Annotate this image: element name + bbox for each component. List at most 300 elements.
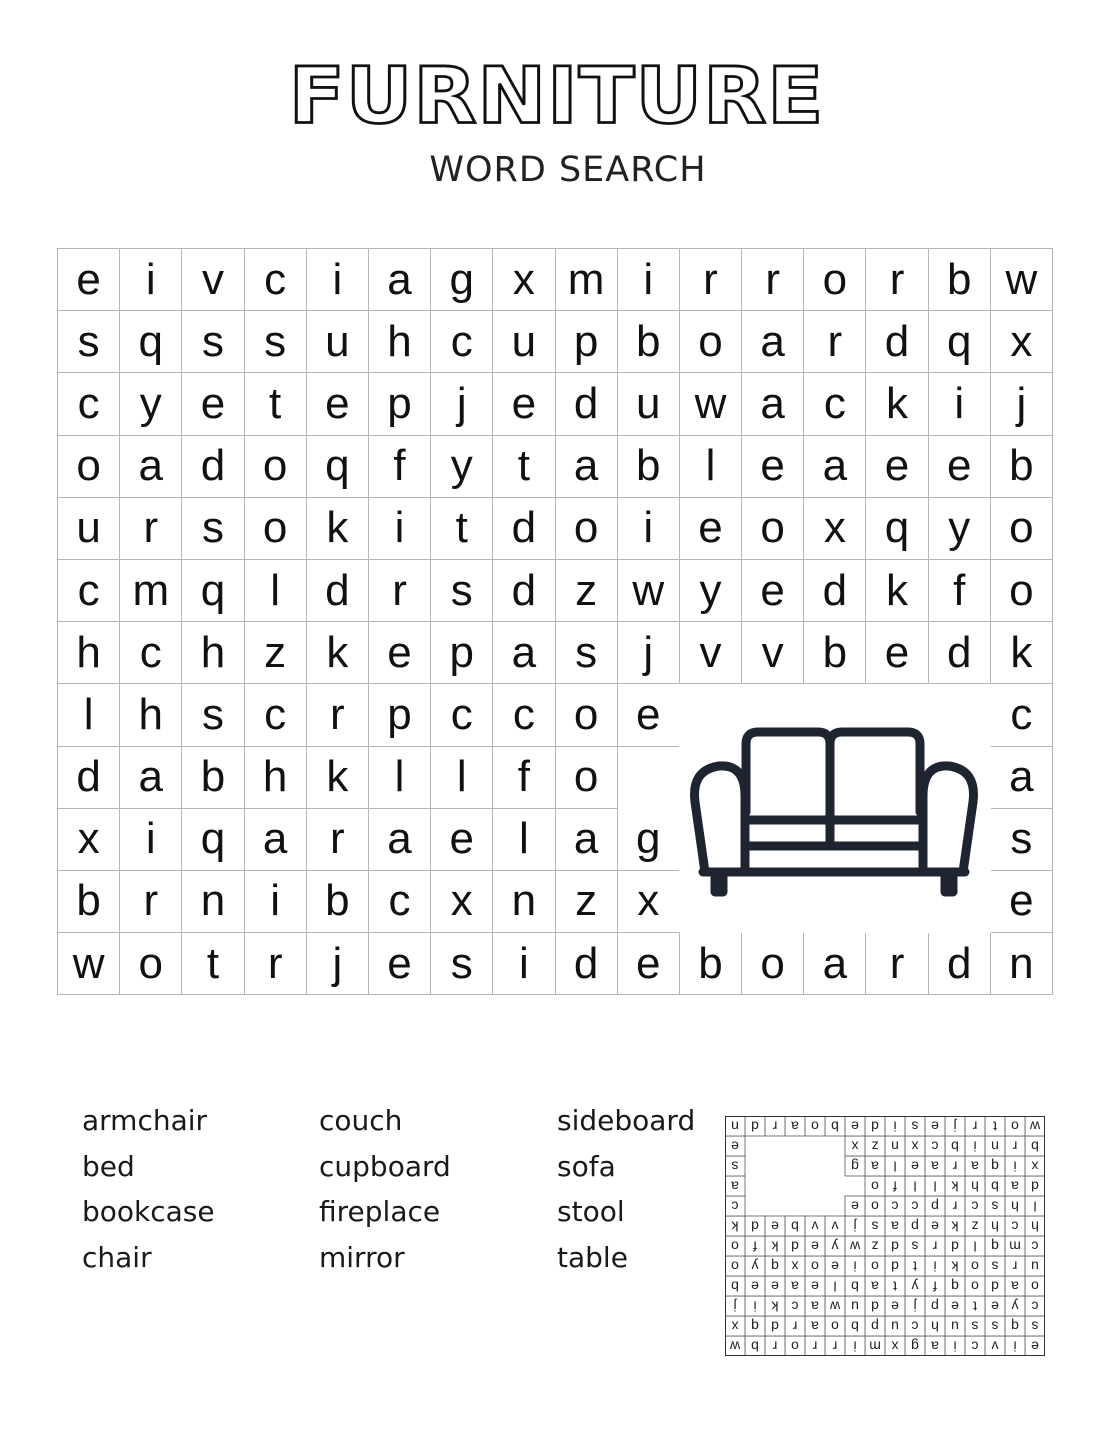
- answer-key-letter: b: [851, 1318, 859, 1335]
- answer-key-letter: q: [991, 1158, 999, 1175]
- grid-cell: b: [618, 311, 680, 373]
- grid-cell: [618, 747, 680, 809]
- answer-key-letter: v: [811, 1218, 819, 1235]
- grid-cell: q: [120, 311, 182, 373]
- answer-key-letter: d: [871, 1118, 879, 1135]
- grid-cell: a: [493, 622, 555, 684]
- answer-key-letter: c: [1011, 1218, 1019, 1235]
- grid-cell: x: [58, 809, 120, 871]
- answer-key-letter: y: [751, 1258, 759, 1275]
- grid-cell: a: [804, 933, 866, 995]
- answer-key-letter: d: [991, 1278, 999, 1295]
- grid-cell: d: [556, 933, 618, 995]
- grid-cell: e: [618, 684, 680, 746]
- answer-key-letter: x: [1031, 1158, 1039, 1175]
- answer-key-letter: j: [953, 1118, 957, 1135]
- grid-cell: q: [182, 809, 244, 871]
- grid-cell: t: [182, 933, 244, 995]
- grid-cell: a: [369, 249, 431, 311]
- grid-cell: r: [866, 249, 928, 311]
- answer-key-letter: b: [851, 1278, 859, 1295]
- grid-cell: r: [307, 809, 369, 871]
- grid-cell: r: [245, 933, 307, 995]
- grid-cell: b: [929, 249, 991, 311]
- answer-key-letter: j: [733, 1298, 737, 1315]
- answer-key-letter: u: [851, 1298, 859, 1315]
- grid-cell: n: [182, 871, 244, 933]
- grid-cell: i: [120, 809, 182, 871]
- grid-cell: m: [120, 560, 182, 622]
- grid-cell: a: [369, 809, 431, 871]
- answer-key-letter: a: [731, 1178, 739, 1195]
- word-item: bed: [82, 1149, 135, 1183]
- answer-key-letter: b: [731, 1278, 739, 1295]
- answer-key-letter: o: [871, 1198, 879, 1215]
- answer-key-letter: i: [973, 1138, 977, 1155]
- answer-key-letter: u: [891, 1318, 899, 1335]
- grid-cell: s: [431, 560, 493, 622]
- grid-cell: d: [58, 747, 120, 809]
- grid-cell: w: [991, 249, 1053, 311]
- answer-key-letter: a: [891, 1218, 899, 1235]
- grid-cell: o: [742, 498, 804, 560]
- grid-cell: o: [804, 249, 866, 311]
- grid-cell: i: [618, 498, 680, 560]
- answer-key-letter: k: [731, 1218, 739, 1235]
- answer-key-letter: r: [952, 1198, 958, 1215]
- grid-cell: z: [245, 622, 307, 684]
- word-item: couch: [319, 1104, 403, 1137]
- answer-key-letter: f: [753, 1238, 757, 1255]
- answer-key-letter: a: [931, 1158, 939, 1175]
- answer-key-letter: g: [911, 1338, 919, 1355]
- grid-cell: o: [556, 747, 618, 809]
- grid-cell: c: [120, 622, 182, 684]
- grid-cell: i: [120, 249, 182, 311]
- answer-key-letter: e: [931, 1218, 939, 1235]
- grid-cell: a: [742, 311, 804, 373]
- answer-key-letter: h: [971, 1178, 979, 1195]
- answer-key-letter: f: [893, 1178, 897, 1195]
- answer-key-letter: n: [891, 1138, 899, 1155]
- grid-cell: a: [120, 747, 182, 809]
- grid-cell: o: [556, 498, 618, 560]
- answer-key-letter: e: [951, 1298, 959, 1315]
- grid-cell: u: [493, 311, 555, 373]
- answer-key-letter: q: [951, 1278, 959, 1295]
- answer-key-letter: a: [931, 1338, 939, 1355]
- grid-cell: f: [929, 560, 991, 622]
- answer-key-letter: a: [971, 1158, 979, 1175]
- answer-key-letter: k: [951, 1258, 959, 1275]
- grid-cell: o: [245, 436, 307, 498]
- page-title: FURNITURE: [288, 51, 825, 142]
- grid-cell: k: [866, 373, 928, 435]
- answer-key-letter: l: [973, 1238, 977, 1255]
- grid-cell: l: [245, 560, 307, 622]
- grid-cell: j: [991, 373, 1053, 435]
- answer-key-letter: s: [991, 1198, 999, 1215]
- answer-key-letter: w: [1029, 1118, 1041, 1135]
- grid-cell: i: [307, 249, 369, 311]
- grid-cell: e: [182, 373, 244, 435]
- grid-cell: h: [58, 622, 120, 684]
- grid-cell: k: [307, 747, 369, 809]
- answer-key-letter: h: [1031, 1218, 1039, 1235]
- grid-cell: n: [991, 933, 1053, 995]
- answer-key-letter: w: [829, 1298, 841, 1315]
- grid-cell: e: [991, 871, 1053, 933]
- answer-key-letter: e: [771, 1218, 779, 1235]
- answer-key-letter: m: [1009, 1238, 1021, 1255]
- grid-cell: o: [120, 933, 182, 995]
- answer-key-letter: c: [891, 1198, 899, 1215]
- answer-key-letter: j: [913, 1298, 917, 1315]
- grid-cell: l: [493, 809, 555, 871]
- answer-key-letter: o: [971, 1258, 979, 1275]
- answer-key-letter: i: [1013, 1158, 1017, 1175]
- grid-cell: w: [618, 560, 680, 622]
- grid-cell: k: [866, 560, 928, 622]
- answer-key-letter: x: [911, 1138, 919, 1155]
- grid-cell: y: [680, 560, 742, 622]
- grid-cell: e: [493, 373, 555, 435]
- answer-key-letter: i: [953, 1338, 957, 1355]
- answer-key-letter: c: [731, 1198, 739, 1215]
- answer-key-letter: j: [853, 1218, 857, 1235]
- grid-cell: e: [742, 560, 804, 622]
- grid-cell: v: [680, 622, 742, 684]
- answer-key-letter: a: [1011, 1178, 1019, 1195]
- grid-cell: d: [307, 560, 369, 622]
- answer-key-letter: s: [991, 1318, 999, 1335]
- answer-key-letter: k: [771, 1238, 779, 1255]
- answer-key-letter: s: [991, 1258, 999, 1275]
- answer-key-letter: e: [811, 1238, 819, 1255]
- answer-key-letter: i: [893, 1118, 897, 1135]
- grid-cell: c: [431, 311, 493, 373]
- answer-key-letter: b: [751, 1338, 759, 1355]
- answer-key-thumbnail: [725, 1116, 1045, 1356]
- word-item: armchair: [82, 1104, 208, 1137]
- answer-key-letter: a: [811, 1318, 819, 1335]
- answer-key-letter: h: [1011, 1198, 1019, 1215]
- grid-cell: e: [431, 809, 493, 871]
- answer-key-letter: d: [771, 1318, 779, 1335]
- answer-key-letter: e: [931, 1118, 939, 1135]
- grid-cell: p: [369, 684, 431, 746]
- answer-key-letter: o: [871, 1178, 879, 1195]
- grid-cell: s: [431, 933, 493, 995]
- answer-key-letter: o: [811, 1258, 819, 1275]
- grid-cell: o: [742, 933, 804, 995]
- grid-cell: c: [991, 684, 1053, 746]
- answer-key-letter: e: [1031, 1338, 1039, 1355]
- answer-key-letter: x: [791, 1258, 799, 1275]
- answer-key-letter: c: [1031, 1298, 1039, 1315]
- answer-key-letter: p: [931, 1198, 939, 1215]
- answer-key-letter: s: [1031, 1318, 1039, 1335]
- grid-cell: c: [431, 684, 493, 746]
- grid-cell: w: [680, 373, 742, 435]
- answer-key-letter: r: [772, 1338, 778, 1355]
- answer-key-letter: x: [851, 1138, 859, 1155]
- grid-cell: i: [618, 249, 680, 311]
- answer-key-letter: a: [791, 1278, 799, 1295]
- grid-cell: c: [58, 373, 120, 435]
- word-list-column-2: [319, 1100, 451, 1282]
- answer-key-letter: c: [931, 1138, 939, 1155]
- grid-cell: o: [556, 684, 618, 746]
- grid-cell: s: [991, 809, 1053, 871]
- answer-key-letter: b: [991, 1178, 999, 1195]
- grid-cell: s: [556, 622, 618, 684]
- grid-cell: e: [866, 436, 928, 498]
- grid-cell: y: [929, 498, 991, 560]
- grid-cell: i: [245, 871, 307, 933]
- grid-cell: d: [866, 311, 928, 373]
- grid-cell: h: [369, 311, 431, 373]
- grid-cell: c: [804, 373, 866, 435]
- answer-key-letter: d: [891, 1238, 899, 1255]
- answer-key-letter: o: [971, 1278, 979, 1295]
- grid-cell: s: [182, 311, 244, 373]
- answer-key-letter: e: [811, 1278, 819, 1295]
- grid-cell: d: [493, 498, 555, 560]
- answer-key-letter: s: [971, 1318, 979, 1335]
- grid-cell: w: [58, 933, 120, 995]
- answer-key-letter: d: [751, 1218, 759, 1235]
- grid-cell: d: [182, 436, 244, 498]
- answer-key-letter: i: [853, 1338, 857, 1355]
- answer-key-letter: d: [951, 1238, 959, 1255]
- answer-key-letter: p: [871, 1318, 879, 1335]
- answer-key-letter: r: [792, 1318, 798, 1335]
- grid-cell: e: [618, 933, 680, 995]
- grid-cell: b: [307, 871, 369, 933]
- answer-key-letter: o: [1011, 1118, 1019, 1135]
- answer-key-letter: b: [951, 1138, 959, 1155]
- answer-key-letter: q: [991, 1238, 999, 1255]
- answer-key-letter: v: [991, 1338, 999, 1355]
- answer-key-letter: r: [1012, 1258, 1018, 1275]
- grid-cell: j: [431, 373, 493, 435]
- word-item: chair: [82, 1240, 152, 1274]
- answer-key-letter: b: [831, 1118, 839, 1135]
- answer-key-letter: a: [871, 1278, 879, 1295]
- grid-cell: q: [866, 498, 928, 560]
- grid-cell: x: [618, 871, 680, 933]
- grid-cell: p: [369, 373, 431, 435]
- answer-key-letter: a: [871, 1158, 879, 1175]
- grid-cell: b: [804, 622, 866, 684]
- grid-cell: a: [245, 809, 307, 871]
- grid-cell: q: [929, 311, 991, 373]
- grid-cell: i: [493, 933, 555, 995]
- grid-cell: r: [680, 249, 742, 311]
- grid-cell: e: [369, 933, 431, 995]
- answer-key-letter: b: [791, 1218, 799, 1235]
- grid-cell: b: [182, 747, 244, 809]
- word-list-column-3: [557, 1100, 695, 1282]
- answer-key-letter: d: [751, 1118, 759, 1135]
- answer-key-letter: u: [951, 1318, 959, 1335]
- grid-cell: r: [120, 498, 182, 560]
- grid-cell: h: [245, 747, 307, 809]
- answer-key-letter: t: [913, 1258, 917, 1275]
- word-item: stool: [557, 1195, 625, 1228]
- grid-cell: b: [680, 933, 742, 995]
- answer-key-letter: r: [812, 1338, 818, 1355]
- grid-cell: o: [245, 498, 307, 560]
- grid-cell: p: [431, 622, 493, 684]
- answer-key-letter: y: [831, 1238, 839, 1255]
- grid-cell: r: [120, 871, 182, 933]
- grid-cell: k: [307, 622, 369, 684]
- grid-cell: n: [493, 871, 555, 933]
- answer-key-letter: o: [1031, 1278, 1039, 1295]
- grid-cell: m: [556, 249, 618, 311]
- answer-key-letter: k: [771, 1298, 779, 1315]
- answer-key-letter: z: [871, 1238, 879, 1255]
- grid-cell: v: [182, 249, 244, 311]
- answer-key-letter: q: [771, 1258, 779, 1275]
- answer-key-letter: r: [832, 1338, 838, 1355]
- grid-cell: p: [556, 311, 618, 373]
- answer-key-letter: e: [731, 1138, 739, 1155]
- answer-key-letter: r: [1012, 1138, 1018, 1155]
- grid-cell: c: [58, 560, 120, 622]
- word-item: sideboard: [557, 1104, 696, 1137]
- answer-key-letter: e: [911, 1158, 919, 1175]
- answer-key-letter: y: [911, 1278, 919, 1295]
- answer-key-letter: e: [891, 1298, 899, 1315]
- word-item: bookcase: [82, 1195, 215, 1228]
- answer-key-letter: d: [791, 1238, 799, 1255]
- answer-key-letter: q: [1011, 1318, 1019, 1335]
- grid-cell: o: [58, 436, 120, 498]
- grid-cell: e: [307, 373, 369, 435]
- grid-cell: a: [742, 373, 804, 435]
- answer-key-letter: b: [1031, 1138, 1039, 1155]
- grid-cell: z: [556, 560, 618, 622]
- grid-cell: l: [369, 747, 431, 809]
- grid-cell: s: [245, 311, 307, 373]
- answer-key-letter: w: [729, 1338, 741, 1355]
- answer-key-letter: p: [911, 1218, 919, 1235]
- answer-key-letter: r: [772, 1118, 778, 1135]
- grid-cell: d: [804, 560, 866, 622]
- grid-cell: e: [58, 249, 120, 311]
- grid-cell: e: [369, 622, 431, 684]
- grid-cell: l: [680, 436, 742, 498]
- answer-key-letter: l: [933, 1178, 937, 1195]
- grid-cell: d: [929, 933, 991, 995]
- grid-cell: u: [307, 311, 369, 373]
- grid-cell: r: [307, 684, 369, 746]
- answer-key-letter: s: [911, 1238, 919, 1255]
- grid-cell: c: [369, 871, 431, 933]
- grid-cell: u: [58, 498, 120, 560]
- grid-cell: y: [431, 436, 493, 498]
- grid-cell: z: [556, 871, 618, 933]
- answer-key-letter: c: [911, 1198, 919, 1215]
- answer-key-letter: l: [833, 1278, 837, 1295]
- grid-cell: j: [307, 933, 369, 995]
- answer-key-letter: q: [751, 1318, 759, 1335]
- answer-key-letter: v: [831, 1218, 839, 1235]
- grid-cell: e: [742, 436, 804, 498]
- grid-cell: a: [804, 436, 866, 498]
- answer-key-letter: k: [951, 1178, 959, 1195]
- grid-cell: b: [991, 436, 1053, 498]
- grid-cell: h: [182, 622, 244, 684]
- grid-cell: q: [182, 560, 244, 622]
- answer-key-letter: r: [972, 1118, 978, 1135]
- answer-key-letter: i: [753, 1298, 757, 1315]
- grid-cell: q: [307, 436, 369, 498]
- word-item: cupboard: [319, 1149, 451, 1183]
- grid-cell: c: [245, 684, 307, 746]
- answer-key-letter: c: [971, 1338, 979, 1355]
- grid-cell: x: [804, 498, 866, 560]
- grid-cell: r: [804, 311, 866, 373]
- answer-key-letter: t: [993, 1118, 997, 1135]
- answer-key-letter: i: [933, 1258, 937, 1275]
- grid-cell: e: [680, 498, 742, 560]
- grid-cell: a: [991, 747, 1053, 809]
- answer-key-letter: h: [931, 1318, 939, 1335]
- grid-cell: t: [431, 498, 493, 560]
- answer-key-letter: c: [791, 1298, 799, 1315]
- word-list-column-1: [82, 1100, 215, 1282]
- grid-cell: y: [120, 373, 182, 435]
- word-item: sofa: [557, 1149, 616, 1183]
- answer-key-letter: t: [893, 1278, 897, 1295]
- grid-cell: o: [680, 311, 742, 373]
- answer-key-letter: m: [869, 1338, 881, 1355]
- grid-cell: e: [929, 436, 991, 498]
- grid-cell: s: [58, 311, 120, 373]
- grid-cell: d: [493, 560, 555, 622]
- answer-key-letter: e: [851, 1198, 859, 1215]
- answer-key-letter: r: [952, 1158, 958, 1175]
- grid-cell: o: [991, 498, 1053, 560]
- grid-cell: x: [991, 311, 1053, 373]
- grid-cell: d: [556, 373, 618, 435]
- answer-key-letter: c: [1031, 1238, 1039, 1255]
- grid-cell: i: [929, 373, 991, 435]
- grid-cell: i: [369, 498, 431, 560]
- grid-cell: v: [742, 622, 804, 684]
- answer-key-letter: a: [791, 1118, 799, 1135]
- grid-cell: r: [866, 933, 928, 995]
- grid-cell: a: [120, 436, 182, 498]
- grid-cell: g: [618, 809, 680, 871]
- grid-cell: k: [991, 622, 1053, 684]
- answer-key-letter: f: [933, 1278, 937, 1295]
- answer-key-letter: o: [811, 1118, 819, 1135]
- answer-key-letter: r: [932, 1238, 938, 1255]
- grid-cell: x: [493, 249, 555, 311]
- answer-key-letter: e: [831, 1258, 839, 1275]
- answer-key-letter: i: [1013, 1338, 1017, 1355]
- grid-cell: s: [182, 684, 244, 746]
- answer-key-letter: p: [931, 1298, 939, 1315]
- grid-cell: h: [120, 684, 182, 746]
- grid-cell: g: [431, 249, 493, 311]
- answer-key-letter: o: [731, 1238, 739, 1255]
